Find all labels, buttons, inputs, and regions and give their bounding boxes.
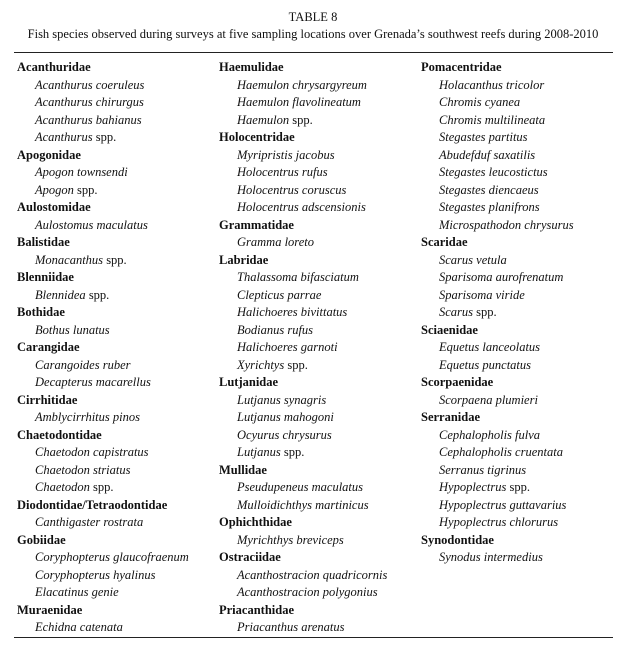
species-entry: Clepticus parrae [237,287,322,302]
species-entry: Mulloidichthys martinicus [237,497,369,512]
species-entry: Coryphopterus glaucofraenum [35,550,189,564]
table-label: TABLE 8 [288,10,338,24]
family-heading: Chaetodontidae [17,427,102,442]
species-entry: Chromis cyanea [439,95,521,109]
family-heading: Apogonidae [17,147,81,162]
species-entry: Acanthurus spp. [35,130,117,144]
species-entry: Scarus spp. [439,305,497,319]
table-column-2 [219,59,387,637]
species-entry: Lutjanus synagris [237,392,327,407]
family-heading: Serranidae [421,410,481,424]
species-entry: Stegastes planifrons [439,200,540,214]
bottom-rule [14,637,613,638]
species-entry: Acanthurus coeruleus [35,77,145,92]
species-entry: Serranus tigrinus [439,462,527,477]
species-entry: Echidna catenata [35,620,123,634]
species-entry: Decapterus macarellus [35,375,151,389]
table-column-3 [421,59,574,567]
species-entry: Halichoeres bivittatus [237,305,348,319]
species-entry: Apogon spp. [35,182,98,197]
family-heading: Balistidae [17,235,70,249]
species-entry: Holocentrus coruscus [237,182,347,197]
species-entry: Hypoplectrus spp. [439,480,530,494]
species-entry: Equetus lanceolatus [439,340,541,354]
species-entry: Cephalopholis fulva [439,427,541,442]
species-entry: Stegastes partitus [439,130,528,144]
family-heading: Priacanthidae [219,602,294,617]
species-entry: Hypoplectrus chlorurus [439,515,559,529]
species-entry: Myrichthys breviceps [237,532,344,547]
species-entry: Abudefduf saxatilis [439,147,536,162]
species-entry: Thalassoma bifasciatum [237,270,359,284]
species-entry: Bothus lunatus [35,322,110,337]
species-entry: Apogon townsendi [35,165,128,179]
species-entry: Sparisoma viride [439,287,525,302]
family-heading: Muraenidae [17,602,83,617]
species-entry: Carangoides ruber [35,357,131,372]
species-entry: Scorpaena plumieri [439,392,538,407]
species-entry: Scarus vetula [439,252,507,267]
species-entry: Canthigaster rostrata [35,515,144,529]
family-heading: Blenniidae [17,270,74,284]
family-heading: Cirrhitidae [17,392,78,407]
species-entry: Lutjanus mahogoni [237,410,334,424]
species-entry: Acanthurus chirurgus [35,95,144,109]
species-entry: Acanthostracion polygonius [237,585,378,599]
species-entry: Microspathodon chrysurus [439,217,574,232]
species-entry: Gramma loreto [237,235,314,249]
family-heading: Carangidae [17,340,80,354]
species-entry: Lutjanus spp. [237,445,305,459]
family-heading: Scaridae [421,235,468,249]
species-entry: Chromis multilineata [439,112,546,127]
species-entry: Haemulon spp. [237,112,313,127]
family-heading: Lutjanidae [219,375,279,389]
species-entry: Chaetodon capistratus [35,445,149,459]
species-entry: Equetus punctatus [439,357,532,372]
species-entry: Synodus intermedius [439,550,543,564]
species-entry: Chaetodon striatus [35,462,131,477]
family-heading: Grammatidae [219,217,294,232]
family-heading: Gobiidae [17,532,66,547]
family-heading: Haemulidae [219,60,284,74]
family-heading: Ophichthidae [219,515,292,529]
species-entry: Priacanthus arenatus [237,620,345,634]
species-entry: Ocyurus chrysurus [237,427,332,442]
species-entry: Hypoplectrus guttavarius [439,497,567,512]
table-caption: Fish species observed during surveys at five sampling locations over Grenada’s southwest reefs during 2008-2010 [27,27,599,41]
species-entry: Halichoeres garnoti [237,340,338,354]
species-entry: Acanthurus bahianus [35,112,142,127]
family-heading: Aulostomidae [17,200,91,214]
species-entry: Sparisoma aurofrenatum [439,270,564,284]
family-heading: Sciaenidae [421,322,478,337]
species-entry: Holocentrus adscensionis [237,200,366,214]
family-heading: Holocentridae [219,130,295,144]
family-heading: Synodontidae [421,532,494,547]
species-entry: Myripristis jacobus [237,147,335,162]
species-entry: Xyrichtys spp. [237,357,308,372]
top-rule [14,52,613,53]
species-entry: Pseudupeneus maculatus [237,480,364,494]
family-heading: Scorpaenidae [421,375,494,389]
species-entry: Elacatinus genie [35,585,119,599]
family-heading: Mullidae [219,462,267,477]
species-entry: Blennidea spp. [35,287,110,302]
species-entry: Monacanthus spp. [35,252,127,267]
species-entry: Bodianus rufus [237,322,314,337]
family-heading: Ostraciidae [219,550,281,564]
species-entry: Acanthostracion quadricornis [237,567,388,582]
family-heading: Diodontidae/Tetraodontidae [17,497,168,512]
family-heading: Pomacentridae [421,60,502,74]
family-heading: Bothidae [17,305,65,319]
table-column-1 [17,59,189,637]
species-entry: Stegastes leucostictus [439,165,548,179]
species-entry: Haemulon chrysargyreum [237,77,367,92]
species-entry: Haemulon flavolineatum [237,95,361,109]
species-entry: Cephalopholis cruentata [439,445,563,459]
family-heading: Acanthuridae [17,60,91,74]
species-entry: Aulostomus maculatus [35,217,148,232]
species-entry: Stegastes diencaeus [439,182,539,197]
species-entry: Holocentrus rufus [237,165,328,179]
species-entry: Amblycirrhitus pinos [35,410,140,424]
species-entry: Holacanthus tricolor [439,77,545,92]
species-entry: Coryphopterus hyalinus [35,567,156,582]
family-heading: Labridae [219,252,269,267]
species-entry: Chaetodon spp. [35,480,114,494]
